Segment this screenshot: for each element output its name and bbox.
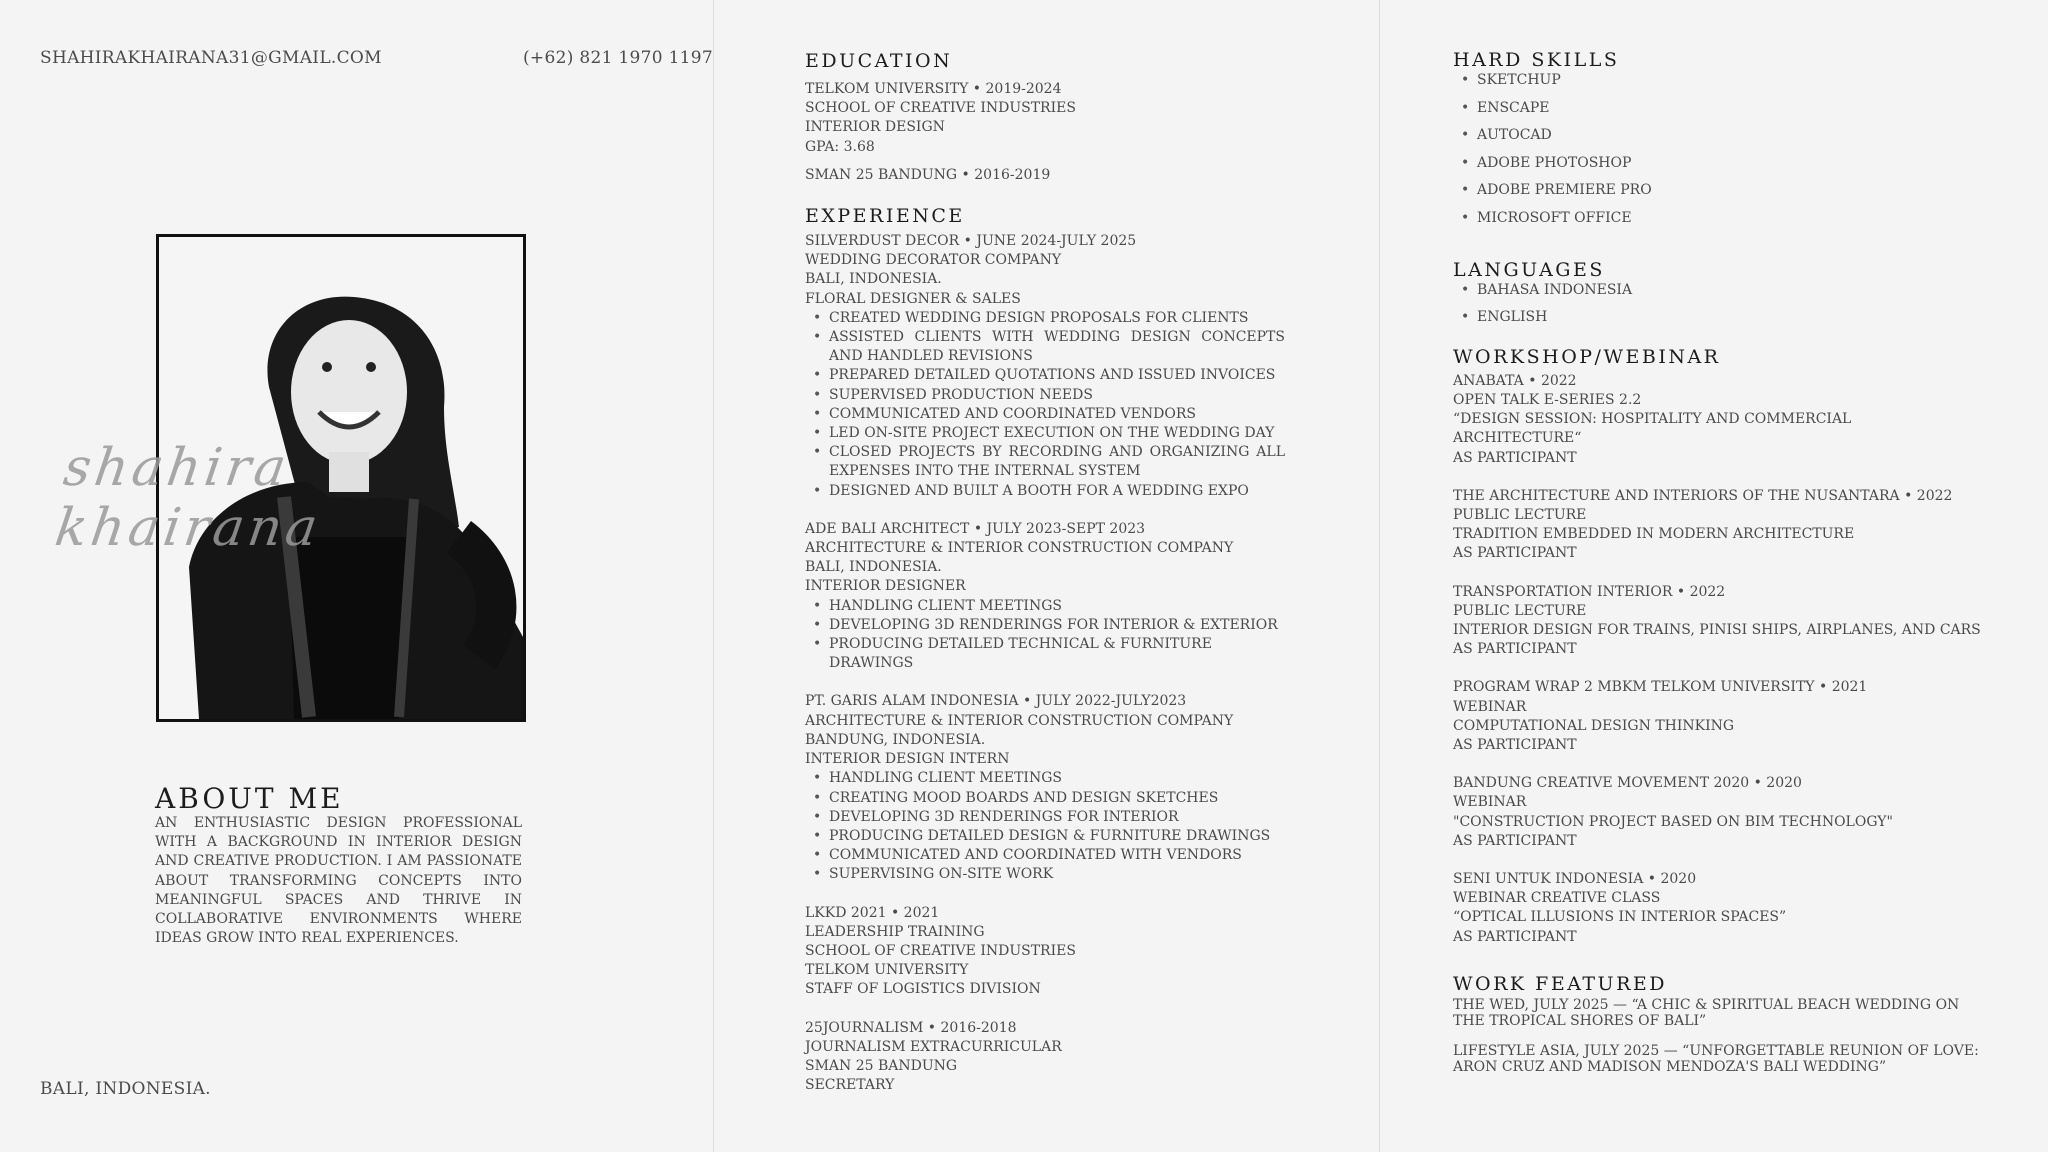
experience-line: SMAN 25 BANDUNG [805,1057,958,1074]
experience-entry [805,692,1285,884]
experience-bullet: • PREPARED DETAILED QUOTATIONS AND ISSUED INVOICES [829,366,1285,385]
experience-bullet: • DESIGNED AND BUILT A BOOTH FOR A WEDDING EXPO [829,482,1285,501]
workshop-entry [1453,583,1983,660]
workshop-entry [1453,372,1983,468]
experience-line: BALI, INDONESIA. [805,271,942,288]
experience-line: JOURNALISM EXTRACURRICULAR [805,1038,1062,1055]
experience-line: LKKD 2021 • 2021 [805,904,940,921]
language-item: • ENGLISH [1477,304,1983,332]
about-text: AN ENTHUSIASTIC DESIGN PROFESSIONAL WITH A BACKGROUND IN INTERIOR DESIGN AND CREATIVE PRODUCTION. I AM PASSIONATE ABOUT TRANSFORMING CONCEPTS INTO MEANINGFUL SPACES AND THRIVE IN COLLABORATIVE ENVIRONMENTS WHERE IDEAS GROW INTO REAL EXPERIENCES. [155,815,522,947]
workshop-line: SENI UNTUK INDONESIA • 2020 [1453,871,1697,888]
experience-line: ARCHITECTURE & INTERIOR CONSTRUCTION COMPANY [805,540,1234,557]
experience-bullet: • PRODUCING DETAILED DESIGN & FURNITURE DRAWINGS [829,827,1285,846]
workshop-line: THE ARCHITECTURE AND INTERIORS OF THE NUSANTARA • 2022 [1453,487,1953,504]
experience-bullet: • CLOSED PROJECTS BY RECORDING AND ORGANIZING ALL EXPENSES INTO THE INTERNAL SYSTEM [829,443,1285,481]
work-featured-entry: LIFESTYLE ASIA, JULY 2025 — “UNFORGETTABLE REUNION OF LOVE: ARON CRUZ AND MADISON MENDOZA'S BALI WEDDING” [1453,1042,1979,1075]
skill-item: • ADOBE PHOTOSHOP [1477,150,1983,178]
experience-line: INTERIOR DESIGN INTERN [805,751,1010,768]
experience-entry [805,1019,1285,1096]
experience-line: ARCHITECTURE & INTERIOR CONSTRUCTION COMPANY [805,712,1234,729]
workshop-line: BANDUNG CREATIVE MOVEMENT 2020 • 2020 [1453,775,1802,792]
experience-line: FLORAL DESIGNER & SALES [805,290,1021,307]
workshop-entry [1453,774,1983,851]
workshop-line: WEBINAR [1453,698,1527,715]
workshop-line: PROGRAM WRAP 2 MBKM TELKOM UNIVERSITY • 2021 [1453,679,1868,696]
experience-line: INTERIOR DESIGNER [805,578,966,595]
skill-item: • ADOBE PREMIERE PRO [1477,177,1983,205]
experience-bullets [805,597,1285,674]
about-title: ABOUT ME [155,782,344,815]
skill-item: • AUTOCAD [1477,122,1983,150]
workshop-line: ANABATA • 2022 [1453,372,1577,389]
experience-bullet: • DEVELOPING 3D RENDERINGS FOR INTERIOR [829,808,1285,827]
experience-entry [805,904,1285,1000]
experience-title: EXPERIENCE [805,205,965,228]
workshop-line: "CONSTRUCTION PROJECT BASED ON BIM TECHNOLOGY" [1453,813,1893,830]
education-line: SCHOOL OF CREATIVE INDUSTRIES [805,100,1076,117]
experience-line: ADE BALI ARCHITECT • JULY 2023-SEPT 2023 [805,520,1146,537]
workshop-line: AS PARTICIPANT [1453,545,1577,562]
work-featured-title: WORK FEATURED [1453,972,1667,995]
experience-bullet: • HANDLING CLIENT MEETINGS [829,597,1285,616]
signature-last-name: khairana [51,498,325,558]
experience-bullets [805,769,1285,884]
workshop-line: TRADITION EMBEDDED IN MODERN ARCHITECTURE [1453,526,1855,543]
education-line: GPA: 3.68 [805,138,875,155]
experience-line: SECRETARY [805,1077,895,1094]
workshop-line: AS PARTICIPANT [1453,449,1577,466]
experience-bullet: • CREATED WEDDING DESIGN PROPOSALS FOR CLIENTS [829,309,1285,328]
experience-bullet: • HANDLING CLIENT MEETINGS [829,769,1285,788]
experience-line: SCHOOL OF CREATIVE INDUSTRIES [805,942,1076,959]
experience-line: TELKOM UNIVERSITY [805,962,969,979]
experience-bullet: • CREATING MOOD BOARDS AND DESIGN SKETCHES [829,789,1285,808]
workshop-entry [1453,678,1983,755]
workshop-line: AS PARTICIPANT [1453,641,1577,658]
workshop-line: OPEN TALK E-SERIES 2.2 [1453,391,1642,408]
experience-bullet: • SUPERVISING ON-SITE WORK [829,865,1285,884]
workshop-line: AS PARTICIPANT [1453,928,1577,945]
workshop-line: COMPUTATIONAL DESIGN THINKING [1453,717,1735,734]
experience-entry [805,232,1285,501]
workshop-line: WEBINAR CREATIVE CLASS [1453,890,1661,907]
education-line: SMAN 25 BANDUNG • 2016-2019 [805,166,1051,183]
hard-skills-list [1453,67,1983,233]
experience-bullet: • ASSISTED CLIENTS WITH WEDDING DESIGN CONCEPTS AND HANDLED REVISIONS [829,328,1285,366]
workshop-entry [1453,487,1983,564]
education-line: INTERIOR DESIGN [805,119,945,136]
workshop-line: PUBLIC LECTURE [1453,506,1587,523]
contact-email[interactable]: SHAHIRAKHAIRANA31@GMAIL.COM [40,48,382,68]
skill-item: • MICROSOFT OFFICE [1477,205,1983,233]
workshop-title: WORKSHOP/WEBINAR [1453,345,1721,368]
column-divider-right [1379,0,1380,1152]
experience-line: STAFF OF LOGISTICS DIVISION [805,981,1041,998]
education-title: EDUCATION [805,50,953,72]
workshop-line: “OPTICAL ILLUSIONS IN INTERIOR SPACES” [1453,909,1787,926]
middle-column [805,50,1285,1095]
skill-item: • SKETCHUP [1477,67,1983,95]
experience-line: BALI, INDONESIA. [805,559,942,576]
workshop-entry [1453,870,1983,947]
experience-bullet: • SUPERVISED PRODUCTION NEEDS [829,386,1285,405]
column-divider-left [713,0,714,1152]
experience-bullet: • COMMUNICATED AND COORDINATED VENDORS [829,405,1285,424]
experience-line: BANDUNG, INDONESIA. [805,731,986,748]
contact-location: BALI, INDONESIA. [40,1079,211,1099]
contact-phone[interactable]: (+62) 821 1970 1197 [523,48,714,68]
signature-first-name: shahira [60,438,294,498]
workshop-line: AS PARTICIPANT [1453,737,1577,753]
workshop-line: WEBINAR [1453,794,1527,811]
languages-title: LANGUAGES [1453,258,1605,281]
workshop-line: INTERIOR DESIGN FOR TRAINS, PINISI SHIPS, AIRPLANES, AND CARS [1453,621,1981,638]
experience-bullet: • PRODUCING DETAILED TECHNICAL & FURNITURE DRAWINGS [829,635,1285,673]
experience-entry [805,520,1285,674]
education-entry [805,166,1285,185]
experience-bullet: • LED ON-SITE PROJECT EXECUTION ON THE WEDDING DAY [829,424,1285,443]
experience-line: WEDDING DECORATOR COMPANY [805,252,1062,269]
languages-list [1453,277,1983,332]
experience-bullet: • COMMUNICATED AND COORDINATED WITH VENDORS [829,846,1285,865]
right-column [1453,49,1983,1075]
signature [52,438,669,558]
education-line: TELKOM UNIVERSITY • 2019-2024 [805,81,1062,97]
skill-item: • ENSCAPE [1477,95,1983,123]
hard-skills-title: HARD SKILLS [1453,49,1620,71]
experience-bullet: • DEVELOPING 3D RENDERINGS FOR INTERIOR & EXTERIOR [829,616,1285,635]
experience-line: PT. GARIS ALAM INDONESIA • JULY 2022-JULY2023 [805,693,1187,710]
experience-bullets [805,309,1285,501]
work-featured-entry: THE WED, JULY 2025 — “A CHIC & SPIRITUAL BEACH WEDDING ON THE TROPICAL SHORES OF BALI” [1453,996,1960,1029]
experience-line: SILVERDUST DECOR • JUNE 2024-JULY 2025 [805,233,1137,250]
workshop-line: “DESIGN SESSION: HOSPITALITY AND COMMERCIAL ARCHITECTURE“ [1453,411,1852,447]
experience-line: 25JOURNALISM • 2016-2018 [805,1019,1017,1036]
workshop-line: TRANSPORTATION INTERIOR • 2022 [1453,583,1726,600]
workshop-line: AS PARTICIPANT [1453,832,1577,849]
language-item: • BAHASA INDONESIA [1477,277,1983,305]
education-entry [805,80,1285,157]
workshop-line: PUBLIC LECTURE [1453,602,1587,619]
experience-line: LEADERSHIP TRAINING [805,923,985,940]
